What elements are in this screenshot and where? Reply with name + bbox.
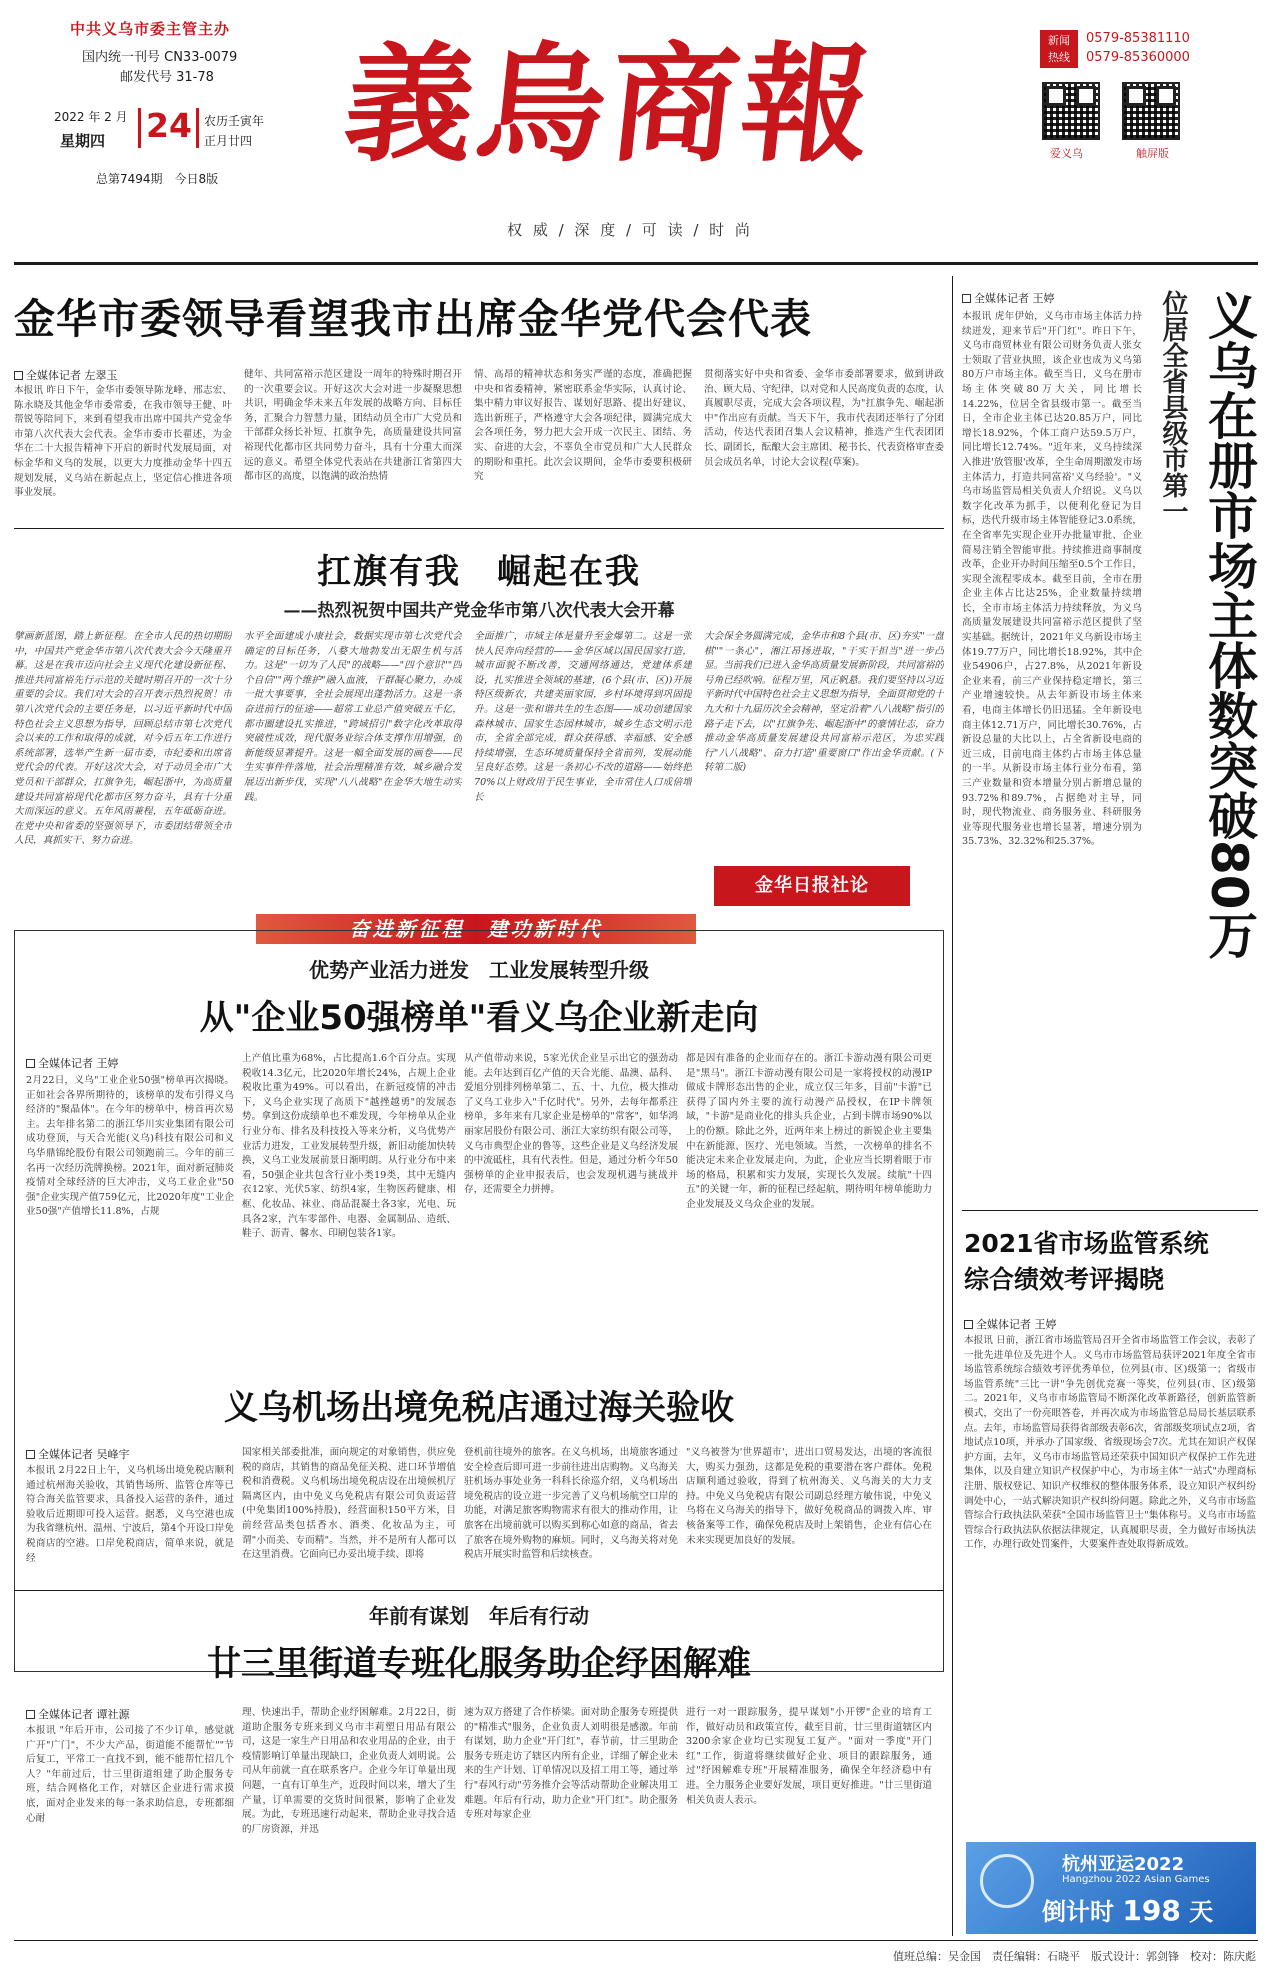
enterprise-kicker: 优势产业活力迸发 工业发展转型升级 — [309, 958, 649, 982]
enterprise-column-3: 从产值带动来说，5家光伏企业呈示出它的强劲动能。去年达到百亿产值的天合光能、晶澳、晶科、爱旭分别排列榜单第二、五、十、九位，极大推动了义乌工业步入"千亿时代"。另外，去每年都系注榜单，多年来有几家企业是榜单的"常客"，如华鸿丽家居股份有限公司、浙江大家纺织有限公司等，义乌市典型企业的鲁等，这些企业是义乌经济发展的中流砥柱，具有代表性。但是，通过分析今年50强榜单的企业申报表后，也会发现机遇与挑战并存，还需要全力拼搏。 — [464, 1053, 678, 1196]
qr-code-mobile[interactable] — [1122, 82, 1180, 140]
hotline-2: 0579-85360000 — [1086, 50, 1190, 65]
lead-column-1: 本报讯 昨日下午，金华市委领导陈龙峰、邢志宏、陈永晓及其他金华市委常委，在我市领导王健、叶帮锐等陪同下，来到看望我市出席中国共产党金华市第八次代表大会代表。金华市委市长翟述，为金华在二十大报告精神下开启的新时代发展局面，对标金华和义乌的发展，以更大力度推动金华十四五规划发展，义乌站在新起点上，坚定信心推进各项事业发展。 — [14, 385, 232, 499]
hotline-badge — [1040, 30, 1078, 68]
enterprise-byline — [26, 1055, 119, 1071]
airport-column-3: 登机前往境外的旅客。在义乌机场，出境旅客通过安全检查后即可进一步前往进出店购物。义乌海关驻机场办事处业务一科科长徐巡介绍，义乌机场出境免税店的设立进一步完善了义乌机场航空口岸的功能，对满足旅客购物需求有很大的推动作用，让旅客在出境前就可以购买到称心如意的商品，省去了旅客在境外购物的麻烦。同时，义乌海关将对免税店开展实时监管和后续核查。 — [464, 1447, 678, 1561]
date-divider — [138, 108, 141, 148]
rank-byline-text: 全媒体记者 王婷 — [976, 1318, 1057, 1331]
asian-games-title-cn: 杭州亚运2022 — [1062, 1854, 1185, 1875]
airport-column-2: 国家相关部委批准，面向规定的对象销售，供应免税的商店，其销售的商品免征关税、进口环节增值税和消费税。义乌机场出境免税店设在出境候机厅隔离区内，由中免义乌免税店有限公司负责运营(中免集团100%持股)，经营面积150平方米，目前经营品类包括香水、酒类、化妆品为主，可谓"小而美、专而精"。当然，并不是所有人都可以在这里消费。它面向已办妥出境手续、即将 — [242, 1447, 456, 1561]
street-byline — [26, 1706, 130, 1722]
cn-number: 国内统一刊号 CN33-0079 — [82, 50, 238, 65]
lead-byline-text: 全媒体记者 左翠玉 — [26, 369, 118, 382]
street-column-3: 速为双方搭建了合作桥梁。面对助企服务专班提供的"精准式"服务，企业负责人刘明很是感激。年前有谋划，助力企业"开门红"，春节前，廿三里助企服务专班走访了辖区内所有企业，详细了解企业未来的生产计划、订单情况以及招工用工等，通过举行"春风行动"劳务推介会等活动帮助企业解决用工难题。年后有行动，助力企业"开门红"。助企服务专班对每家企业 — [464, 1707, 678, 1821]
hotline-label-1: 新闻 — [1048, 34, 1070, 47]
byline-box-icon — [964, 1320, 973, 1329]
byline-box-icon — [26, 1710, 35, 1719]
editorial-column-3: 全面推广，市域主体是量升至金爆第二。这是一张快人民奔向经营的——金华区域以国民国家打造，城市面貌不断改善，交通网络通达，党建体系建设，扎实推进全领域的基建，(6个县(市、区))开展特区级新农，共建美丽家园，乡村环境得到巩固提升。这是一张和谐共生的生态图——成功创建国家森林城市、国家生态园林城市，城乡生态文明示范市，全省全部完成，群众获得感、幸福感、安全感持续增强，生态环境质量保持全省前列，发展动能呈良好态势。这是一条初心不改的道路——始终把70%以上财政用于民生事业，全市常住人口成倍增长 — [474, 631, 692, 803]
byline-box-icon — [26, 1059, 35, 1068]
side-subheadline: 位居全省县级市第一 — [1158, 290, 1188, 524]
date-block — [54, 108, 269, 156]
hotline-label-2: 热线 — [1048, 51, 1070, 64]
enterprise-column-2: 上产值比重为68%，占比提高1.6个百分点。实现税收14.3亿元，比2020年增长24%，占规上企业税收比重为49%。可以看出，在新冠疫情的冲击下，义乌企业实现了高质下"越挫越勇"的发展态势。拿到这份成绩单也不难发现，今年榜单从企业行业分布、排名及科技投入等来分析，义乌优势产业活力进发，工业发展转型升级，新旧动能加快转换，义乌工业发展前景日渐明朗。从行业分布中来看，50强企业共包含行业小类19类，其中无缝内衣12家、光伏5家、纺织4家，生物医药健康、相框、化妆品、袜业、商品混凝土各3家，光电、玩具各2家，汽车零部件、电器、金属制品、造纸、鞋子、沥青、馨水、印刷包装各1家。 — [242, 1053, 456, 1240]
street-top-rule — [14, 1590, 944, 1591]
lead-column-2: 健年、共同富裕示范区建设一周年的特殊时期召开的一次重要会议。开好这次大会对进一步凝聚思想共识，明确金华未来五年发展的战略方向、目标任务，汇聚合力智慧力量，团结动员全市广大党员和干部群众扬长补短、扛旗争先，高质量建设共同富裕现代化都市区共同势力奋斗，具有十分重大而深远的意义。希望全体党代表站在共建浙江省第四大都市区的高度，以饱满的政治热情 — [244, 369, 462, 483]
rank-text: 本报讯 日前，浙江省市场监管局召开全省市场监管工作会议，表彰了一批先进单位及先进个人。义乌市市场监管局获评2021年度全省市场监管系统综合绩效考评优秀单位，位列县(市、区)级第一；省级市场监管系统"三比一讲"争先创优竞赛一等奖，位列县(市、区)级第二。2021年，义乌市市场监管局不断深化改革新路径，创新监管新模式，交出了一份亮眼答卷，并再次成为市场监管总局局长基层联系点。去年，市场监管局获得省部级表彰6次，省部级奖项试点2项，省地试点10项，并承办了国家级、省级现场会7次。尤其在知识产权保护方面，去年，义乌市市场监管局还荣获中国知识产权保护工作先进集体，以及自建立知识产权保护中心，为市场主体"一站式"办理商标注册、版权登记、知识产权维权的整体服务体系，设立知识产权纠纷调处中心，一站式解决知识产权纠纷问题。除此之外，义乌市市场监管综合行政执法队荣获"全国市场监管卫士"集体称号。义乌市市场监管综合行政执法队依据法律规定，认真履职尽责，全力做好市场执法工作，办理行政处罚案件，大要案件查处取得新成效。 — [964, 1335, 1256, 1551]
byline-box-icon — [26, 1450, 35, 1459]
side-bottom-rule — [962, 1210, 1258, 1211]
lead-column-3: 情、高昂的精神状态和务实严谨的态度，准确把握中央和省委精神，紧密联系金华实际，认真讨论、集中精力审议好报告、谋划好思路、提出好建议、选出新班子，严格遵守大会各项纪律，圆满完成大会各项任务，努力把大会开成一次民主、团结、务实、奋进的大会，不辜负全市党员和广大人民群众的期盼和重托。此次会议期间，金华市委要积极研究 — [474, 369, 692, 483]
rank-byline — [964, 1316, 1057, 1332]
street-byline-text: 全媒体记者 谭社源 — [38, 1708, 130, 1721]
lead-bottom-rule — [14, 528, 944, 529]
asian-games-emblem — [980, 1854, 1034, 1908]
masthead — [0, 0, 1272, 262]
airport-column-4: "义乌被誉为'世界超市'，进出口贸易发达，出境的客流很大，购买力强劲，这都是免税的重要潜在客户群体。免税店顺利通过验收，得到了杭州海关、义乌海关的大力支持。中免义乌免税店有限公司副总经理方敏伟说，中免义乌将在义乌海关的指导下，做好免税商品的调拨入库、审核备案等工作，确保免税店及时上架销售，企业有信心在未来实现更加良好的发展。 — [686, 1447, 932, 1546]
lead-byline — [14, 367, 118, 383]
asian-games-title-en: Hangzhou 2022 Asian Games — [1062, 1874, 1210, 1885]
editorial-badge: 金华日报社论 — [714, 866, 910, 906]
asian-games-card — [966, 1842, 1256, 1934]
lead-column-4: 贯彻落实好中央和省委、金华市委部署要求，做到讲政治、顾大局、守纪律，以对党和人民高度负责的态度，认真履职尽责，完成大会各项议程，为"扛旗争先、崛起浙中"作出应有贡献。当天下午，我市代表团还举行了分团活动，传达代表团召集人会议精神，推选产生代表团团长、副团长，酝酿大会主席团、秘书长、代表资格审查委员会成员名单，讨论大会议程(草案)。 — [704, 369, 944, 468]
slogan: 权 威 / 深 度 / 可 读 / 时 尚 — [507, 221, 753, 239]
street-column-1: 本报讯 "年后开市，公司接了不少订单，感觉就广开"广门"，不少大产品，街道能不能帮忙""节后复工，平常工一直找不到，能不能帮忙招几个人？"年前过后，廿三里街道组建了助企服务专班，结合网格化工作，对辖区企业进行需求摸底，面对企业发来的每一条求助信息，专班都细心耐 — [26, 1725, 234, 1824]
date-year-month: 2022 年 2 月 — [54, 110, 128, 124]
masthead-rule-thick — [14, 262, 1258, 265]
qr-label-2: 触屏版 — [1136, 147, 1169, 160]
sponsor-line: 中共义乌市委主管主办 — [70, 20, 231, 38]
enterprise-column-1: 2月22日，义乌"工业企业50强"榜单再次揭晓。正如社会各界所期待的，该榜单的发布引得义乌经济的"聚晶体"。在今年的榜单中，榜首再次易主。去年排名第二的浙江华川实业集团有限公司成功登顶，与天合光能(义乌)科技有限公司和义乌华鼎锦纶股份有限公司领跑前三。今年的前三名再一次经历洗牌换榜。2021年，面对新冠肺炎疫情对全球经济的巨大冲击，义乌工业企业"50强"企业实现产值759亿元，比2020年度"工业企业50强"产值增长11.8%，占规 — [26, 1075, 234, 1218]
editorial-headline: 扛旗有我 崛起在我 — [317, 552, 641, 592]
enterprise-headline: 从"企业50强榜单"看义乌企业新走向 — [199, 998, 759, 1038]
enterprise-column-4: 都是因有准备的企业而存在的。浙江卡游动漫有限公司更是"黑马"。浙江卡游动漫有限公司是一家将授权的动漫IP做成卡牌形态出售的企业，成立仅三年多，目前"卡游"已获得了国内外主要的流行动漫产品授权，在IP卡牌领域，"卡游"是商业化的排头兵企业，占到卡牌市场90%以上的份额。除此之外，近两年来上榜过的新锐企业主要集中在新能源、医疗、光电领域。当然，一次榜单的排名不能决定未来企业发展走向，为此，企业应当长期着眼于市场的格局，积累和实力发展，实现长久发展。续航"十四五"的关键一年，新的征程已经起航，期待明年榜单能助力企业发展及义乌众企业的发展。 — [686, 1053, 932, 1210]
street-column-4: 进行一对一跟踪服务，提早谋划"小开锣"企业的培育工作，做好动员和政策宣传，截至目前，廿三里街道辖区内3200余家企业均已实现复工复产。"面对一季度"开门红"工作，街道将继续做好企业、项目的跟踪服务，通过"纾困解难专班"开展精准服务，确保全年经济稳中有进。全力服务企业要好发展，项目更好推进。"廿三里街道相关负责人表示。 — [686, 1707, 932, 1806]
section-banner: 奋进新征程 建功新时代 — [256, 914, 696, 944]
enterprise-byline-text: 全媒体记者 王婷 — [38, 1057, 119, 1070]
date-day: 24 — [146, 106, 192, 145]
qr-code-app[interactable] — [1042, 82, 1100, 140]
rank-headline-line1: 2021省市场监管系统 — [964, 1229, 1209, 1258]
lunar-year: 农历壬寅年 — [204, 114, 265, 128]
issue-info: 总第7494期 今日8版 — [96, 172, 219, 186]
countdown-label: 倒计时 — [1042, 1898, 1114, 1926]
editorial-subheadline: ——热烈祝贺中国共产党金华市第八次代表大会开幕 — [283, 601, 675, 621]
street-column-2: 理、快速出手，帮助企业纾困解难。2月22日，街道助企服务专班来到义乌市丰莉塑日用品有限公司，这是一家生产日用品和农业用品的企业，由于疫情影响订单量出现缺口，企业负责人刘明说。公司从年前就一直在联系客户。企业今年订单量出现问题，一直有订单生产，近段时间以来，增大了生产量，订单需要的交货时间很紧，影响了企业发展。为此，专班迅速行动起来，帮助企业寻找合适的厂房资源，并迅 — [242, 1707, 456, 1835]
airport-column-1: 本报讯 2月22日上午，义乌机场出境免税店顺利通过杭州海关验收，其销售场所、监管仓库等已符合海关监管要求，具备投入运营的条件，通过验收后近期即可投入运营。据悉，义乌空港也成为我省继杭州、温州、宁波后，第4个开设口岸免税商店的空港。口岸免税商店，简单来说，就是经 — [26, 1465, 234, 1564]
footer-credits: 值班总编：吴金国 责任编辑：石晓平 版式设计：郭剑锋 校对：陈庆彪 — [893, 1950, 1256, 1963]
side-headline: 义乌在册市场主体数突破80万 — [1200, 290, 1258, 960]
asian-games-countdown — [1042, 1892, 1213, 1927]
editorial-column-1: 擘画新蓝图，踏上新征程。在全市人民的热切期盼中，中国共产党金华市第八次代表大会今天隆重开幕。这是在我市迈向社会主义现代化建设新征程、推进共同富裕先行示范的关键时期召开的一次十分重要的会议。我们对大会的召开表示热烈祝贺！市第八次党代会的主要任务是，以习近平新时代中国特色社会主义思想为指导，回顾总结市第七次党代会以来的工作和取得的成就，对今后五年工作进行系统部署，选举产生新一届市委，市纪委和出席省党代会的代表。开好这次大会，对于动员全市广大党员和干部群众，扛旗争先，崛起浙中，为高质量建设共同富裕现代化都市区努力奋斗，具有十分重大而深远的意义。五年风雨兼程，五年砥砺奋进。在党中央和省委的坚强领导下，市委团结带领全市人民，真抓实干、努力奋进。 — [14, 631, 232, 847]
side-byline-text: 全媒体记者 王婷 — [974, 292, 1055, 305]
postal-code: 邮发代号 31-78 — [120, 70, 214, 85]
editorial-column-4: 大会保全务圆满完成，金华市和8个县(市、区)夯实"一盘棋""一条心"，湘江昂扬进取，"干实干担当"进一步凸显。当前我们已进入金华高质量发展新阶段，共同富裕的号角已经吹响。征程万里，风正帆悬。我们要坚持以习近平新时代中国特色社会主义思想为指导，全面贯彻党的十九大和十九届历次全会精神，坚定沿着"八八战略"指引的路子走下去，以"扛旗争先、崛起浙中"的豪情壮志，奋力推动金华高质量发展建设共同富裕示范区，为忠实践行"八八战略"、奋力打造"重要窗口"作出金华贡献。(下转第二版) — [704, 631, 944, 774]
street-headline: 廿三里街道专班化服务助企纾困解难 — [207, 1644, 751, 1684]
byline-box-icon — [14, 371, 23, 380]
airport-headline: 义乌机场出境免税店通过海关验收 — [224, 1388, 734, 1428]
side-byline — [962, 290, 1055, 306]
airport-byline — [26, 1446, 130, 1462]
street-kicker: 年前有谋划 年后有行动 — [369, 1604, 589, 1628]
lead-headline: 金华市委领导看望我市出席金华党代会代表 — [14, 295, 812, 343]
weekday: 星期四 — [60, 132, 106, 150]
right-column-divider — [952, 276, 953, 1936]
lunar-day: 正月廿四 — [204, 134, 253, 148]
byline-box-icon — [962, 294, 971, 303]
footer-rule — [14, 1940, 1258, 1941]
side-text-narrow: 本报讯 虎年伊始，义乌市市场主体活力持续迸发，迎来节后"开门红"。昨日下午，义乌市商贸林业有限公司财务负责人张女士领取了营业执照，该企业也成为义乌第80万户市场主体。截至当日，义乌在册市场主体突破80万大关，同比增长14.22%，位居全省县级市第一。截至当日，全市企业主体已达20.85万户，同比增长18.92%，个体工商户达59.5万户，同比增长12.74%。"近年来，义乌持续深入推进'放管服'改革，全生命周期激发市场主体活力，打造共同富裕'义乌经验'。"义乌市场监管局相关负责人介绍说。义乌以数字化改革为抓手，以便利化登记为目标，迭代升级市场主体智能登记3.0系统，在全省率先实现企业开办批量审批、企业简易注销全智能审批。持续推进商事制度改革，企业开办时间压缩至0.5个工作日，实现全流程零成本。截至目前，全市在册企业主体占比达25%，企业数量持续增长，全市市场主体活力持续释放，为义乌高质量发展建设共同富裕示范区提供了坚实基础。据统计，2021年义乌新设市场主体19.77万户，同比增长18.92%，其中企业54906户，占27.8%，从2021年新设企业来看，前三产业保持稳定增长，第三产业增速较快。从去年新设市场主体来看，电商主体增长仍旧迅猛。全年新设电商主体12.71万户，同比增长30.76%，占新设总量的大比以上，占全省新设电商的近三成，目前电商主体约占市场主体总量的一半。从新设市场主体行业分布看，第三产业数量和资本增量分别占新增总量的93.72%和89.7%，占据绝对主导，同时，现代物流业、商务服务业、科研服务业等现代服务业也增长显著，增速分别为35.73%、32.32%和25.37%。 — [962, 311, 1142, 848]
qr-label-1: 爱义乌 — [1050, 147, 1083, 160]
masthead-title: 義烏商報 — [338, 30, 882, 180]
rank-headline-line2: 综合绩效考评揭晓 — [964, 1265, 1165, 1294]
hotline-1: 0579-85381110 — [1086, 31, 1190, 46]
editorial-column-2: 水平全面建成小康社会，数据实现市第七次党代会确定的目标任务，八婺大地勃发出无限生机与活力。这是"一切为了人民"的战略——"四个意识""四个自信""两个维护"融入血液，干群凝心聚力，办成一批大事要事，全社会展现出蓬勃活力。这是一条奋进前行的征途——超常工业总产值突破五千亿，都市圈建设扎实推进，"跨域招引"数字化改革取得突破性成效，现代服务业综合体支撑作用增强，创新能级显著提升。这是一幅全面发展的画卷——民生实事件件落地，社会治理精准有效，城乡融合发展迈出新步伐，实现"八八战略"在金华大地生动实践。 — [244, 631, 462, 803]
date-divider-2 — [196, 108, 199, 148]
airport-byline-text: 全媒体记者 吴峰宇 — [38, 1448, 130, 1461]
countdown-days: 198 — [1122, 1894, 1181, 1927]
countdown-unit: 天 — [1189, 1898, 1214, 1926]
